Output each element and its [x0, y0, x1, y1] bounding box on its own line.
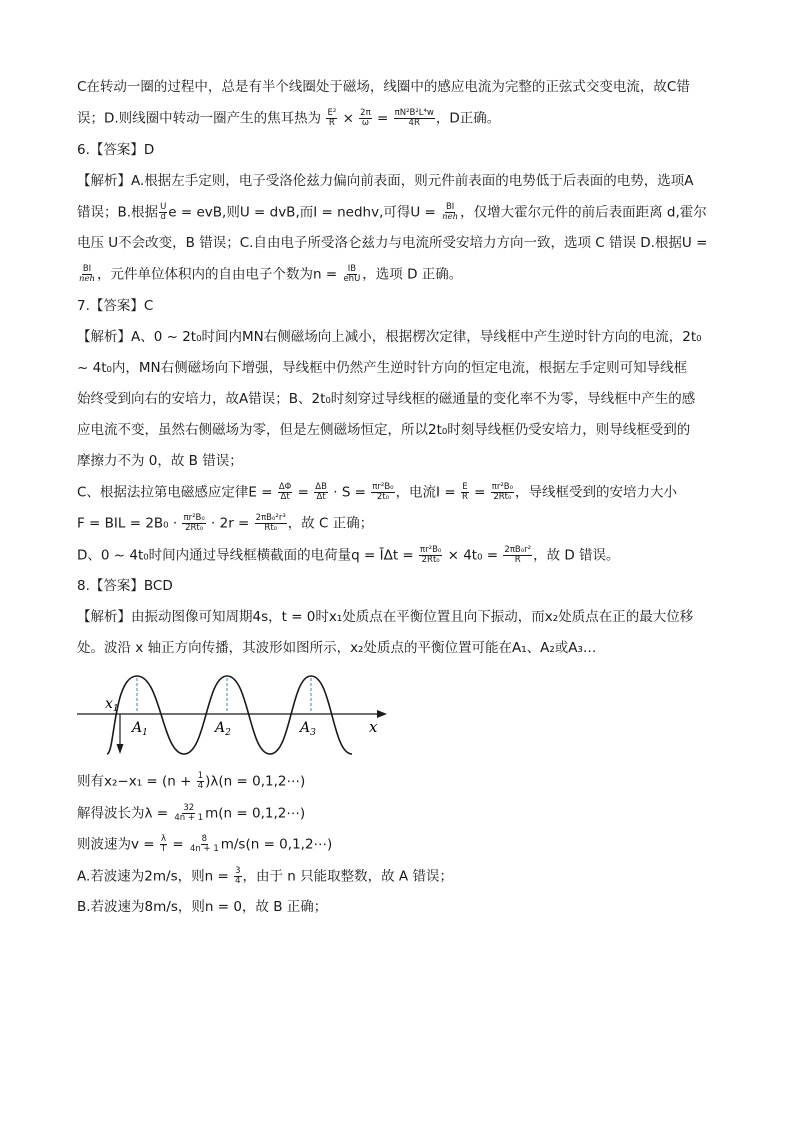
fraction: $\frac{8}{4n + 1}$	[190, 834, 219, 854]
fraction: $\frac{\Delta\Phi}{\Delta t}$	[278, 481, 292, 502]
fraction: $\frac{32}{4n + 1}$	[174, 802, 204, 823]
q7-line-8: D、0 ~ 4t₀时间内通过导线框横截面的电荷量q = ĪΔt = $\frac{\text{πr²B₀}}{\text{2Rt₀}}$ × 4t₀ = $\frac{\text{2πB₀r²}}{R}$ ，故 D 错误。	[77, 544, 620, 565]
fraction: $\frac{\text{E²}}{R}$	[327, 108, 337, 128]
q6-line-1: 【解析】A.根据左手定则，电子受洛伦兹力偏向前表面，则元件前表面的电势低于后表面的电势，选项A	[77, 172, 694, 189]
c-part-line-1: C在转动一圈的过程中，总是有半个线圈处于磁场，线圈中的感应电流为完整的正弦式交变电流，故C错	[77, 79, 690, 95]
q7-line-3: 始终受到向右的安培力，故A错误；B、2t₀时刻穿过导线框的磁通量的变化率不为零，导线框中产生的感	[77, 390, 696, 407]
q7-line-6: C、根据法拉第电磁感应定律E = $\frac{\Delta\Phi}{\Delta t}$ = $\frac{\Delta B}{\Delta t}$ · S = $\frac{\text{πr²B₀}}{\text{2t₀}}$ ，电流I = $\frac{E}{R}$ = $\frac{\text{πr²B₀}}{\text{2Rt₀}}$ ，导线框受到的安培力大小	[77, 481, 678, 502]
fraction: $\frac{BI}{\text{neh}}$	[79, 264, 95, 284]
q8-line-1: 【解析】由振动图像可知周期4s，t = 0时x₁处质点在平衡位置且向下振动，而x₂处质点在正的最大位移	[77, 609, 694, 625]
q6-line-3: 电压 U不会改变，B 错误；C.自由电子所受洛仑兹力与电流所受安培力方向一致，选项 C 错误 D.根据U =	[77, 235, 708, 251]
fraction: $\frac{\text{2πB₀r²}}{R}$	[504, 544, 532, 565]
label-x1: $x_1$	[105, 696, 119, 714]
fraction: $\frac{\text{πr²B₀}}{\text{2Rt₀}}$	[183, 513, 205, 533]
wave-diagram	[77, 666, 397, 762]
q8-eq-2: 解得波长为λ = $\frac{32}{4n + 1}$ m(n = 0,1,2⋯)	[77, 802, 306, 823]
q6-line-4: $\frac{BI}{\text{neh}}$ ，元件单位体积内的自由电子个数为n = $\frac{IB}{\text{ehU}}$ ，选项 D 正确。	[79, 264, 463, 284]
label-x-axis: x	[369, 718, 378, 736]
down-arrow-head	[117, 744, 124, 754]
fraction: $\frac{\Delta B}{\Delta t}$	[315, 481, 327, 502]
fraction: $\frac{\lambda}{T}$	[160, 834, 167, 854]
fraction: $\frac{3}{4}$	[235, 865, 241, 886]
q7-line-7: F = BIL = 2B₀ · $\frac{\text{πr²B₀}}{\text{2Rt₀}}$ · 2r = $\frac{\text{2πB₀²r³}}{\text{Rt₀}}$ ，故 C 正确；	[77, 513, 374, 533]
label-a2: $A_2$	[215, 720, 231, 738]
q8-line-2: 处。波沿 x 轴正方向传播，其波形如图所示，x₂处质点的平衡位置可能在A₁、A₂或A₃…	[77, 640, 597, 656]
x-axis-arrow	[377, 710, 387, 718]
label-a1: $A_1$	[132, 720, 148, 738]
fraction: $\frac{U}{d}$	[160, 201, 167, 222]
fraction: $\frac{2\pi}{\omega}$	[360, 108, 371, 128]
fraction: $\frac{E}{R}$	[461, 481, 468, 502]
q7-line-5: 摩擦力不为 0，故 B 错误；	[77, 452, 243, 469]
q8-eq-3: 则波速为v = $\frac{\lambda}{T}$ = $\frac{8}{4n + 1}$ m/s(n = 0,1,2⋯)	[77, 834, 333, 854]
q8-answer: 8.【答案】BCD	[77, 578, 173, 594]
fraction: $\frac{BI}{\text{neh}}$	[442, 201, 459, 222]
fraction: $\frac{IB}{\text{ehU}}$	[343, 264, 361, 284]
fraction: $\frac{1}{4}$	[197, 771, 204, 791]
wave-figure	[77, 666, 717, 766]
fraction: $\frac{\text{πr²B₀}}{\text{2Rt₀}}$	[491, 481, 514, 502]
q8-eq-4: A.若波速为2m/s，则n = $\frac{3}{4}$ ，由于 n 只能取整数，故 A 错误；	[77, 865, 453, 886]
fraction: $\frac{\text{πr²B₀}}{\text{2Rt₀}}$	[420, 544, 442, 565]
q8-eq-1: 则有x₂−x₁ = (n + $\frac{1}{4}$ )λ(n = 0,1,2⋯)	[77, 771, 306, 791]
q8-eq-5: B.若波速为8m/s，则n = 0，故 B 正确；	[77, 899, 328, 915]
label-a3: $A_3$	[300, 720, 316, 738]
q7-line-2: ~ 4t₀内，MN右侧磁场向下增强，导线框中仍然产生逆时针方向的恒定电流，根据左手定则可知导线框	[77, 359, 688, 376]
wave-curve	[107, 676, 352, 754]
q7-line-4: 应电流不变，虽然右侧磁场为零，但是左侧磁场恒定，所以2t₀时刻导线框仍受安培力，则导线框受到的	[77, 421, 691, 438]
fraction: $\frac{\text{πr²B₀}}{\text{2t₀}}$	[372, 481, 394, 502]
solution-page	[77, 78, 717, 917]
q7-answer: 7.【答案】C	[77, 297, 154, 314]
fraction: $\frac{\text{2πB₀²r³}}{\text{Rt₀}}$	[255, 513, 286, 533]
fraction: $\frac{\text{πN²B²L⁴w}}{4R}$	[394, 108, 434, 128]
q7-line-1: 【解析】A、0 ~ 2t₀时间内MN右侧磁场向上减小，根据楞次定律，导线框中产生逆时针方向的电流，2t₀	[77, 328, 702, 345]
q6-answer: 6.【答案】D	[77, 141, 155, 158]
q6-line-2: 错误；B.根据 $\frac{U}{d}$ e = evB,则U = dvB,而I = nedhv,可得U = $\frac{BI}{\text{neh}}$ ，仅增大霍尔元件的前后表面距离 d,霍尔	[77, 201, 707, 222]
c-part-line-2: 误；D.则线圈中转动一圈产生的焦耳热为 $\frac{\text{E²}}{R}$ × $\frac{2\pi}{\omega}$ = $\frac{\text{πN²B²L⁴w}}{4R}$ ，D正确。	[77, 108, 501, 128]
